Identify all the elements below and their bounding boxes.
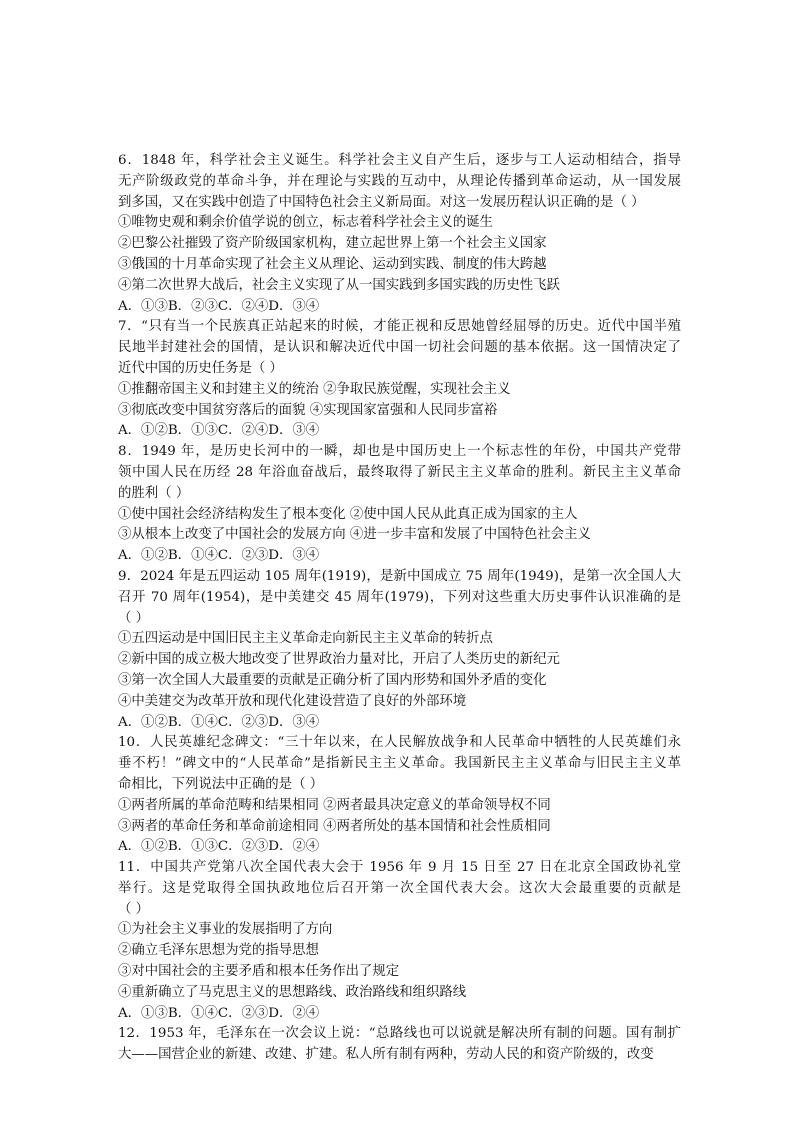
question-stem-line: 垂不朽！”碑文中的“人民革命”是指新民主主义革命。我国新民主主义革命与旧民主主义革	[118, 756, 681, 772]
question-stem-line: 领中国人民在历经 28 年浴血奋战后，最终取得了新民主主义革命的胜利。新民主主义革命	[118, 464, 681, 480]
statement-item: ②新中国的成立极大地改变了世界政治力量对比，开启了人类历史的新纪元	[118, 652, 560, 668]
question-stem-line: 到多国，又在实践中创造了中国特色社会主义新局面。对这一发展历程认识正确的是（ ）	[118, 194, 645, 210]
question-stem-line: 大——国营企业的新建、改建、扩建。私人所有制有两种，劳动人民的和资产阶级的，改变	[118, 1047, 654, 1063]
question-10	[118, 733, 681, 858]
question-stem-line: 7．“只有当一个民族真正站起来的时候，才能正视和反思她曾经屈辱的历史。近代中国半殖	[118, 319, 681, 335]
statement-item: ③彻底改变中国贫穷落后的面貌 ④实现国家富强和人民同步富裕	[118, 402, 498, 418]
question-stem-line: 命相比，下列说法中正确的是（ ）	[118, 776, 324, 792]
answer-options: A．①②B．①③C．②③D．②④	[118, 839, 320, 855]
question-stem-line: 的胜利（ ）	[118, 485, 190, 501]
question-7	[118, 317, 681, 442]
statement-item: ①唯物史观和剩余价值学说的创立，标志着科学社会主义的诞生	[118, 215, 493, 231]
statement-item: ③第一次全国人大最重要的贡献是正确分析了国内形势和国外矛盾的变化	[118, 672, 547, 688]
question-stem-line: 民地半封建社会的国情，是认识和解决近代中国一切社会问题的基本依据。这一国情决定了	[118, 340, 681, 356]
statement-item: ②巴黎公社摧毁了资产阶级国家机构，建立起世界上第一个社会主义国家	[118, 236, 547, 252]
question-6	[118, 151, 681, 317]
question-list	[118, 151, 681, 1066]
statement-item: ①使中国社会经济结构发生了根本变化 ②使中国人民从此真正成为国家的主人	[118, 506, 578, 522]
statement-item: ③俄国的十月革命实现了社会主义从理论、运动到实践、制度的伟大跨越	[118, 256, 547, 272]
question-11	[118, 858, 681, 1024]
question-stem-line: （ ）	[118, 610, 150, 626]
question-stem-line: 无产阶级政党的革命斗争，并在理论与实践的互动中，从理论传播到革命运动，从一国发展	[118, 173, 681, 189]
statement-item: ④中美建交为改革开放和现代化建设营造了良好的外部环境	[118, 693, 467, 709]
question-stem-line: 6．1848 年，科学社会主义诞生。科学社会主义自产生后，逐步与工人运动相结合，指导	[118, 153, 681, 168]
statement-item: ①为社会主义事业的发展指明了方向	[118, 922, 333, 938]
statement-item: ③两者的革命任务和革命前途相同 ④两者所处的基本国情和社会性质相同	[118, 818, 551, 834]
question-stem-line: 12．1953 年，毛泽东在一次会议上说：“总路线也可以说就是解决所有制的问题。国有制扩	[118, 1026, 681, 1042]
answer-options: A．①③B．①④C．②③D．②④	[118, 1005, 320, 1021]
question-9	[118, 567, 681, 733]
statement-item: ①两者所属的革命范畴和结果相同 ②两者最具决定意义的革命领导权不同	[118, 797, 551, 813]
statement-item: ③从根本上改变了中国社会的发展方向 ④进一步丰富和发展了中国特色社会主义	[118, 527, 591, 543]
question-stem-line: 9．2024 年是五四运动 105 周年(1919)，是新中国成立 75 周年(1949)，是第一次全国人大	[118, 568, 681, 584]
statement-item: ④第二次世界大战后，社会主义实现了从一国实践到多国实践的历史性飞跃	[118, 277, 560, 293]
statement-item: ③对中国社会的主要矛盾和根本任务作出了规定	[118, 964, 400, 980]
statement-item: ②确立毛泽东思想为党的指导思想	[118, 943, 319, 959]
answer-options: A．①②B．①③C．②④D．③④	[118, 423, 320, 439]
question-12	[118, 1024, 681, 1066]
question-stem-line: 8．1949 年，是历史长河中的一瞬，却也是中国历史上一个标志性的年份，中国共产党带	[118, 444, 681, 460]
question-stem-line: （ ）	[118, 901, 150, 917]
answer-options: A．①③B．②③C．②④D．③④	[118, 298, 320, 314]
question-8	[118, 442, 681, 567]
question-stem-line: 召开 70 周年(1954)，是中美建交 45 周年(1979)，下列对这些重大历史事件认识准确的是	[118, 589, 681, 605]
question-stem-line: 10．人民英雄纪念碑文：“三十年以来，在人民解放战争和人民革命中牺牲的人民英雄们永	[118, 735, 681, 751]
statement-item: ④重新确立了马克思主义的思想路线、政治路线和组织路线	[118, 984, 467, 1000]
statement-item: ①五四运动是中国旧民主主义革命走向新民主主义革命的转折点	[118, 631, 493, 647]
question-stem-line: 举行。这是党取得全国执政地位后召开第一次全国代表大会。这次大会最重要的贡献是	[118, 880, 681, 896]
statement-item: ①推翻帝国主义和封建主义的统治 ②争取民族觉醒，实现社会主义	[118, 381, 511, 397]
answer-options: A．①②B．①④C．②③D．③④	[118, 714, 320, 730]
answer-options: A．①②B．①④C．②③D．③④	[118, 548, 320, 564]
question-stem-line: 11．中国共产党第八次全国代表大会于 1956 年 9 月 15 日至 27 日在北京全国政协礼堂	[118, 860, 681, 876]
question-stem-line: 近代中国的历史任务是（ ）	[118, 360, 283, 376]
